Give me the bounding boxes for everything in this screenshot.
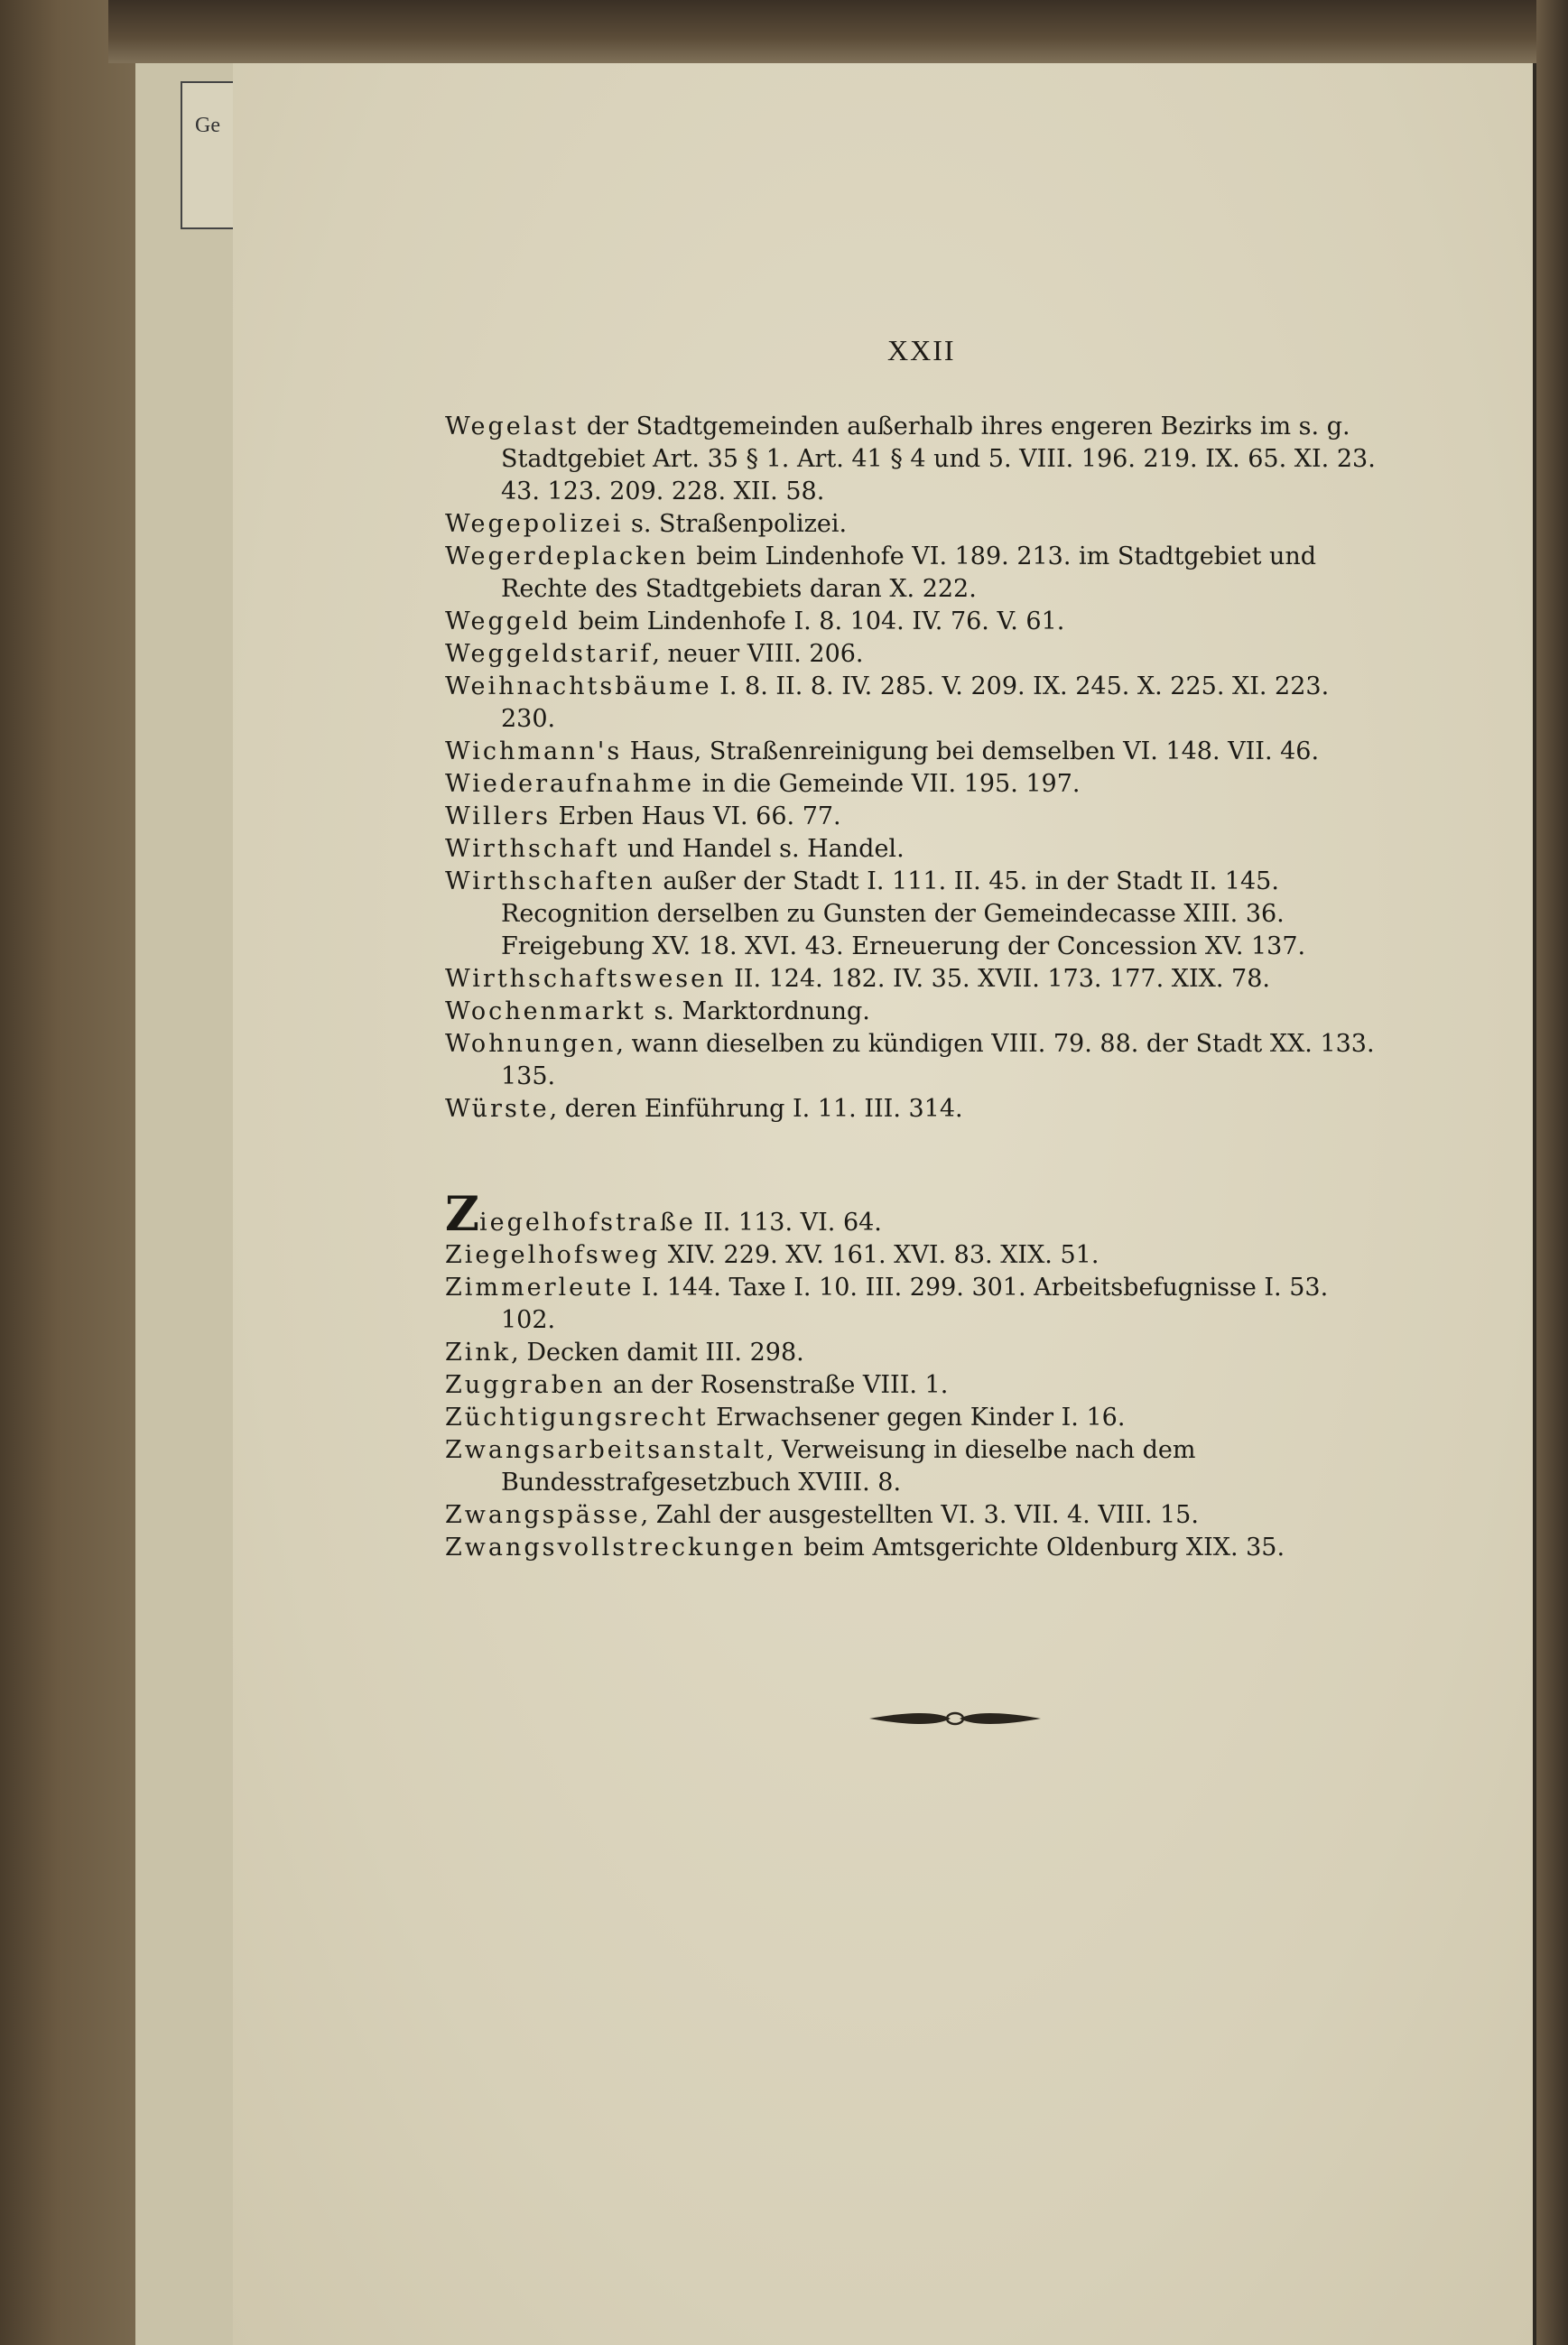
entry-headword: Weggeld <box>445 607 571 635</box>
index-entry <box>445 1532 1384 1564</box>
entry-references: , Decken damit III. 298. <box>511 1339 804 1367</box>
entry-references: s. Straßenpolizei. <box>623 510 848 538</box>
entry-references: beim Amtsgerichte Oldenburg XIX. 35. <box>795 1534 1285 1562</box>
entry-references: Erben Haus VI. 66. 77. <box>550 802 841 830</box>
entry-headword: Zwangsvollstreckungen <box>445 1534 796 1562</box>
book-cover-top <box>108 0 1568 63</box>
entry-references: beim Lindenhofe I. 8. 104. IV. 76. V. 61. <box>571 607 1065 635</box>
index-entries-w <box>445 411 1384 1126</box>
entry-headword: Wirthschaftswesen <box>445 965 727 993</box>
index-entry <box>445 833 1384 866</box>
index-entry <box>445 996 1384 1028</box>
index-entry <box>445 1239 1384 1272</box>
index-entry <box>445 866 1384 963</box>
index-entry <box>445 1337 1384 1369</box>
index-entry <box>445 1028 1384 1093</box>
index-entry <box>445 638 1384 671</box>
index-entry <box>445 768 1384 801</box>
entry-references: Erwachsener gegen Kinder I. 16. <box>708 1404 1126 1432</box>
entry-references: Haus, Straßenreinigung bei demselben VI. 148. VII. 46. <box>622 737 1320 765</box>
index-entry <box>445 1272 1384 1337</box>
index-entry <box>445 606 1384 638</box>
entry-references: , deren Einführung I. 11. III. 314. <box>549 1095 963 1123</box>
entry-headword: iegelhofstraße <box>478 1209 696 1237</box>
index-entry <box>445 1187 1384 1242</box>
entry-references: beim Lindenhofe VI. 189. 213. im Stadtgebiet und Rechte des Stadtgebiets daran X. 222. <box>501 542 1317 603</box>
slip-tab <box>181 81 233 229</box>
entry-references: an der Rosenstraße VIII. 1. <box>605 1371 949 1399</box>
entry-headword: Zwangspässe <box>445 1501 641 1529</box>
index-entry <box>445 1434 1384 1499</box>
entry-references: , Verweisung in dieselbe nach dem Bundesstrafgesetzbuch XVIII. 8. <box>501 1436 1196 1497</box>
entry-headword: Züchtigungsrecht <box>445 1404 709 1432</box>
index-entry <box>445 963 1384 996</box>
entry-references: der Stadtgemeinden außerhalb ihres engeren Bezirks im s. g. Stadtgebiet Art. 35 § 1. Art. 41 § 4 und 5. VIII. 196. 219. IX. 65. XI. 23. 43. 123. 209. 228. XII. 58. <box>501 412 1376 505</box>
entry-headword: Wegelast <box>445 412 580 440</box>
index-entry <box>445 801 1384 833</box>
entry-headword: Willers <box>445 802 551 830</box>
entry-headword: Wirthschaften <box>445 867 655 895</box>
entry-references: XIV. 229. XV. 161. XVI. 83. XIX. 51. <box>660 1241 1099 1269</box>
index-entry <box>445 736 1384 768</box>
entry-headword: Wegepolizei <box>445 510 624 538</box>
entry-headword: Zimmerleute <box>445 1274 635 1302</box>
entry-references: II. 113. VI. 64. <box>695 1209 882 1237</box>
slip-label: Ge <box>195 114 220 137</box>
index-entry <box>445 508 1384 541</box>
ornament-divider <box>865 1708 1045 1729</box>
index-entries-z <box>445 1187 1384 1564</box>
entry-references: I. 8. II. 8. IV. 285. V. 209. IX. 245. X. 225. XI. 223. 230. <box>501 672 1330 733</box>
entry-headword: Zwangsarbeitsanstalt <box>445 1436 766 1464</box>
book-cover-right <box>1536 0 1568 2345</box>
index-page <box>233 63 1533 2345</box>
entry-references: außer der Stadt I. 111. II. 45. in der Stadt II. 145. Recognition derselben zu Gunsten der Gemeindecasse XIII. 36. Freigebung XV. 18. XVI. 43. Erneuerung der Concession XV. 137. <box>501 867 1306 960</box>
entry-references: in die Gemeinde VII. 195. 197. <box>694 770 1081 798</box>
entry-references: , neuer VIII. 206. <box>652 640 864 668</box>
entry-headword: Wochenmarkt <box>445 997 646 1025</box>
book-cover-left <box>0 0 144 2345</box>
entry-headword: Wohnungen <box>445 1030 617 1058</box>
entry-headword: Weihnachtsbäume <box>445 672 712 700</box>
entry-headword: Wiederaufnahme <box>445 770 694 798</box>
index-entry <box>445 541 1384 606</box>
entry-references: , wann dieselben zu kündigen VIII. 79. 88. der Stadt XX. 133. 135. <box>501 1030 1375 1090</box>
index-entry <box>445 1369 1384 1402</box>
entry-references: s. Marktordnung. <box>645 997 870 1025</box>
entry-headword: Wegerdeplacken <box>445 542 689 570</box>
entry-headword: Zink <box>445 1339 512 1367</box>
entry-references: I. 144. Taxe I. 10. III. 299. 301. Arbeitsbefugnisse I. 53. 102. <box>501 1274 1329 1334</box>
entry-headword: Würste <box>445 1095 550 1123</box>
entry-headword: Wirthschaft <box>445 835 620 863</box>
index-entry <box>445 671 1384 736</box>
entry-headword: Wichmann's <box>445 737 623 765</box>
previous-page-edge <box>135 63 237 2345</box>
index-entry <box>445 1402 1384 1434</box>
index-entry <box>445 1093 1384 1126</box>
entry-references: , Zahl der ausgestellten VI. 3. VII. 4. VIII. 15. <box>640 1501 1199 1529</box>
page-number: XXII <box>887 334 956 366</box>
entry-references: II. 124. 182. IV. 35. XVII. 173. 177. XIX. 78. <box>726 965 1270 993</box>
index-entry <box>445 1499 1384 1532</box>
index-entry <box>445 411 1384 508</box>
entry-headword: Ziegelhofsweg <box>445 1241 661 1269</box>
entry-headword: Zuggraben <box>445 1371 606 1399</box>
entry-headword: Weggeldstarif <box>445 640 653 668</box>
initial-letter: Z <box>445 1187 479 1242</box>
entry-references: und Handel s. Handel. <box>619 835 905 863</box>
